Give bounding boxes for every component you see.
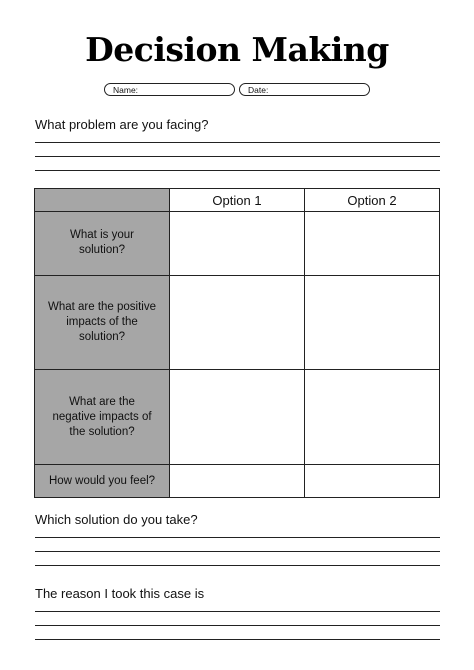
answer-line[interactable] — [35, 639, 440, 640]
answer-line[interactable] — [35, 565, 440, 566]
option-1-answer-cell[interactable] — [170, 275, 305, 370]
answer-line[interactable] — [35, 142, 440, 143]
option-1-answer-cell[interactable] — [170, 465, 305, 498]
question-label: What are the negative impacts of the solution? — [52, 395, 152, 438]
answer-line[interactable] — [35, 625, 440, 626]
table-row — [35, 465, 440, 498]
page-title: Decision Making — [85, 30, 389, 69]
answer-line[interactable] — [35, 156, 440, 157]
table-row — [35, 370, 440, 465]
reason-prompt: The reason I took this case is — [35, 586, 205, 601]
option-1-answer-cell[interactable] — [170, 212, 305, 276]
table-header-row — [35, 189, 440, 212]
options-table — [34, 188, 440, 498]
option-2-answer-cell[interactable] — [305, 465, 440, 498]
date-field[interactable]: Date: — [239, 83, 370, 96]
answer-line[interactable] — [35, 170, 440, 171]
table-corner-cell — [35, 189, 170, 212]
option-2-answer-cell[interactable] — [305, 370, 440, 465]
question-label: What are the positive impacts of the solution? — [47, 301, 157, 344]
solution-prompt: Which solution do you take? — [35, 512, 198, 527]
answer-line[interactable] — [35, 611, 440, 612]
problem-prompt: What problem are you facing? — [35, 117, 209, 132]
option-2-header: Option 2 — [305, 189, 440, 212]
table-row — [35, 212, 440, 276]
question-cell — [35, 275, 170, 370]
question-label: What is your solution? — [70, 229, 134, 257]
option-1-header: Option 1 — [170, 189, 305, 212]
question-label: How would you feel? — [48, 474, 156, 487]
answer-line[interactable] — [35, 551, 440, 552]
question-cell — [35, 212, 170, 276]
option-2-answer-cell[interactable] — [305, 275, 440, 370]
option-1-answer-cell[interactable] — [170, 370, 305, 465]
question-cell — [35, 370, 170, 465]
name-field[interactable]: Name: — [104, 83, 235, 96]
answer-line[interactable] — [35, 537, 440, 538]
option-2-answer-cell[interactable] — [305, 212, 440, 276]
table-row — [35, 275, 440, 370]
question-cell — [35, 465, 170, 498]
